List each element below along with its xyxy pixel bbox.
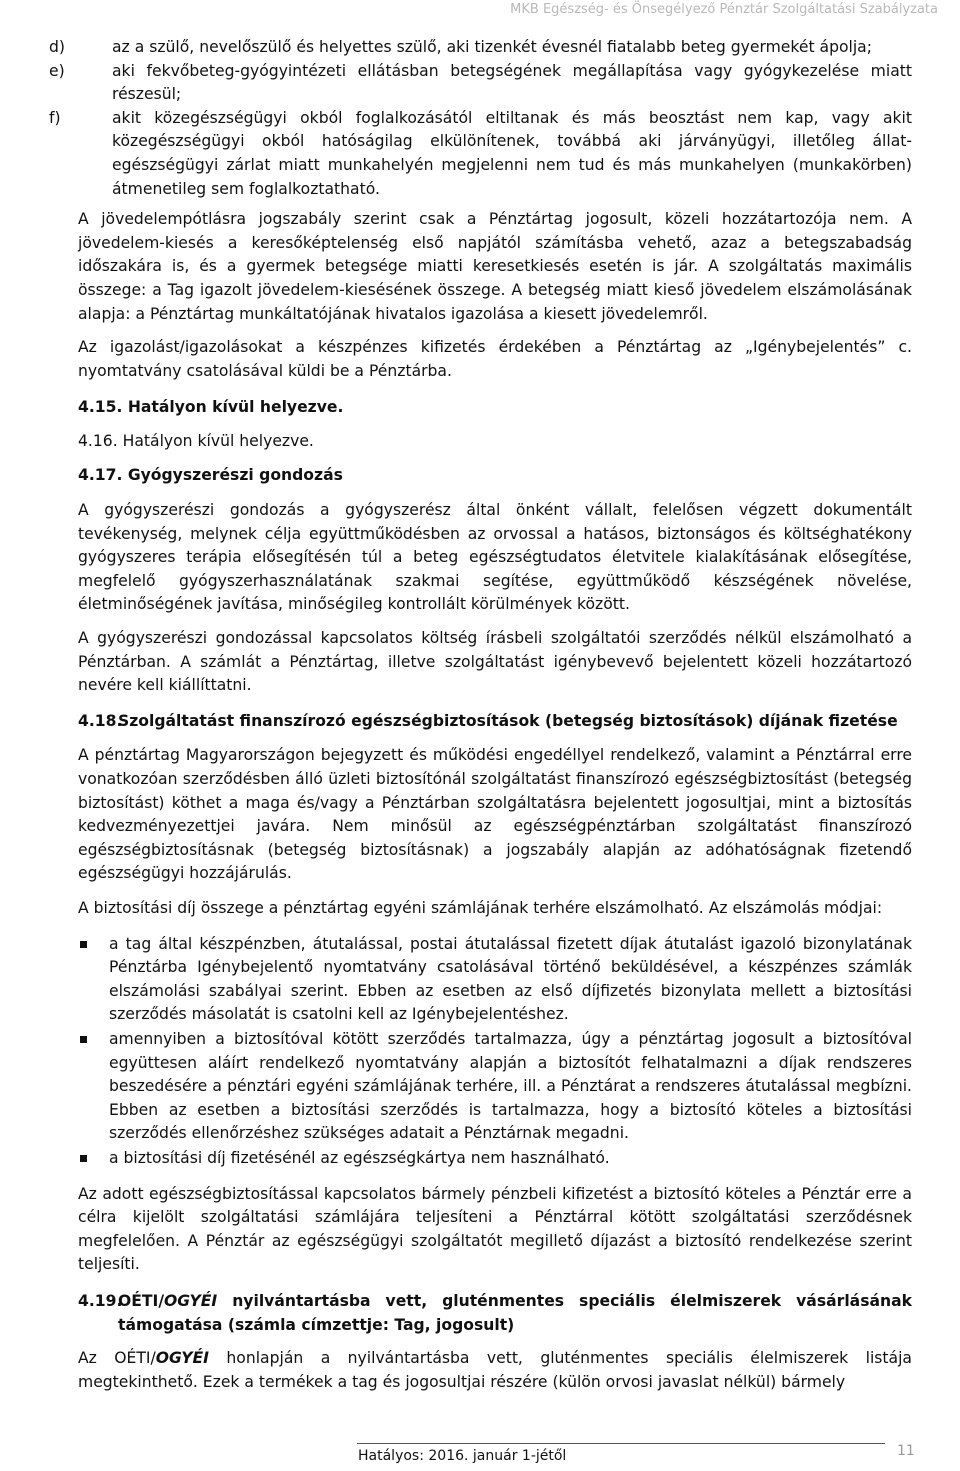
paragraph-glutenmentes: Az OÉTI/OGYÉI honlapján a nyilvántartásba vett, gluténmentes speciális élelmiszerek listája megtekinthető. Ezek a termékek a tag és jogosultjai részére (külön orvosi javaslat nélkül) bármely <box>78 1349 912 1391</box>
section-title: OÉTI/OGYÉI nyilvántartásba vett, gluténmentes speciális élelmiszerek vásárlásának támogatása (számla címzettje: Tag, jogosult) <box>118 1291 912 1334</box>
paragraph-jovedelem: A jövedelempótlásra jogszabály szerint csak a Pénztártag jogosult, közeli hozzátartozója nem. A jövedelem-kiesés a keresőképtelenség első napjától számításba vehető, azaz a betegszabadság időszakára is, és a gyermek betegsége miatti keresetkiesés esetén is jár. A szolgáltatás maximális összege: a Tag igazolt jövedelem-kiesésének összege. A betegség miatt kieső jövedelem elszámolásának alapja: a Pénztártag munkáltatójának hivatalos igazolása a kiesett jövedelemről. <box>78 210 912 323</box>
list-label: e) <box>49 61 65 80</box>
list-item-d <box>49 36 912 60</box>
section-number: 4.18. <box>78 711 123 730</box>
bullet-square-icon <box>80 1036 87 1043</box>
list-text: az a szülő, nevelőszülő és helyettes szülő, aki tizenkét évesnél fiatalabb beteg gyermekét ápolja; <box>112 38 872 56</box>
list-item: amennyiben a biztosítóval kötött szerződés tartalmazza, úgy a pénztártag jogosult a biztosítóval együttesen aláírt rendelkező nyomtatvány alapján a biztosítót felhatalmazni a díjak rendszeres beszedésére a pénztári egyéni számlájának terhére, ill. a Pénztárat a rendszeres átutalással megbízni. Ebben az esetben a biztosítási szerződés is tartalmazza, hogy a biztosító köteles a biztosítási szerződés ellenőrzéshez szükséges adatait a Pénztárnak megadni. <box>78 1028 912 1146</box>
bullet-square-icon <box>80 1155 87 1162</box>
footer-effective-date: Hatályos: 2016. január 1-jétől <box>358 1448 567 1464</box>
list-text: aki fekvőbeteg-gyógyintézeti ellátásban betegségének megállapítása vagy gyógykezelése miatt részesül; <box>112 61 912 104</box>
paragraph-gondozas-koltseg: A gyógyszerészi gondozással kapcsolatos költség írásbeli szolgáltatói szerződés nélkül elszámolható a Pénztárban. A számlát a Pénztártag, illetve szolgáltatást igénybevevő bejelentett közeli hozzátartozó nevére kell kiállíttatni. <box>78 629 912 695</box>
section-heading-4-16: 4.16. Hatályon kívül helyezve. <box>78 431 314 450</box>
section-heading-4-15: 4.15. Hatályon kívül helyezve. <box>78 398 344 417</box>
list-label: d) <box>49 38 65 56</box>
page-number: 11 <box>897 1443 915 1459</box>
section-title: Szolgáltatást finanszírozó egészségbiztosítások (betegség biztosítások) díjának fizetése <box>118 711 898 730</box>
paragraph-biztositas: A pénztártag Magyarországon bejegyzett és működési engedéllyel rendelkező, valamint a Pénztárral erre vonatkozóan szerződésben álló üzleti biztosítónál szolgáltatást finanszírozó egészségbiztosítást (betegség biztosítást) köthet a maga és/vagy a Pénztárban szolgáltatásra bejelentett jogosultjai, mint a biztosítás kedvezményezettjei javára. Nem minősül az egészségpénztárban szolgáltatást finanszírozó egészségbiztosításnak (betegség biztosításnak) a jogszabály alapján az adóhatóságnak fizetendő egészségügyi hozzájárulás. <box>78 746 912 883</box>
bullet-square-icon <box>80 941 87 948</box>
paragraph-gondozas: A gyógyszerészi gondozás a gyógyszerész által önként vállalt, felelősen végzett dokumentált tevékenység, melynek célja együttműködésben az orvossal a hatásos, biztonságos és költséghatékony gyógyszeres terápia elősegítésén túl a beteg egészségtudatos életvitele kialakításának elősegítése, megfelelő gyógyszerhasználatának szakmai segítése, együttműködő készségének növelése, életminőségének javítása, minőségileg kontrollált körülmények között. <box>78 501 912 614</box>
list-label: f) <box>49 108 61 127</box>
list-item-f <box>49 107 912 201</box>
document-body <box>49 36 912 1394</box>
list-item: a biztosítási díj fizetésénél az egészségkártya nem használható. <box>78 1147 912 1171</box>
paragraph-igazolas: Az igazolást/igazolásokat a készpénzes kifizetés érdekében a Pénztártag az „Igénybejelentés” c. nyomtatvány csatolásával küldi be a Pénztárba. <box>78 338 912 380</box>
section-heading-4-19 <box>78 1290 912 1337</box>
list-text: akit közegészségügyi okból foglalkozásától eltiltanak és más beosztást nem kap, vagy akit közegészségügyi okból hatóságilag elkülönítenek, továbbá aki járványügyi, illetőleg állat-egészségügyi zárlat miatt munkahelyén megjelenni nem tud és más munkahelyen (munkakörben) átmenetileg sem foglalkoztatható. <box>112 108 912 198</box>
list-item-e <box>49 60 912 107</box>
footer-divider <box>357 1443 885 1444</box>
section-heading-4-17: 4.17. Gyógyszerészi gondozás <box>78 465 343 484</box>
section-number: 4.19. <box>78 1291 123 1310</box>
list-item: a tag által készpénzben, átutalással, postai átutalással fizetett díjak átutalást igazoló bizonylatának Pénztárba Igénybejelentő nyomtatvány csatolásával történő beküldésével, a készpénzes számlák elszámolási szabályai szerint. Ebben az esetben az első díjfizetés bizonylata mellett a biztosítási szerződés másolatát is csatolni kell az Igénybejelentéshez. <box>78 933 912 1027</box>
paragraph-kifizetes: Az adott egészségbiztosítással kapcsolatos bármely pénzbeli kifizetést a biztosító köteles a Pénztár erre a célra kijelölt szolgáltatási számlájára teljesíteni a Pénztárral kötött szolgáltatási szerződésnek megfelelően. A Pénztár az egészségügyi szolgáltatót megillető díjazást a biztosító rendelkezése szerint teljesíti. <box>78 1184 912 1274</box>
section-heading-4-18 <box>78 710 912 734</box>
eligibility-list <box>49 36 912 201</box>
paragraph-dij: A biztosítási díj összege a pénztártag egyéni számlájának terhére elszámolható. Az elszámolás módjai: <box>78 899 883 917</box>
page-header: MKB Egészség- és Önsegélyező Pénztár Szolgáltatási Szabályzata <box>510 2 938 17</box>
payment-methods-list <box>78 933 912 1171</box>
